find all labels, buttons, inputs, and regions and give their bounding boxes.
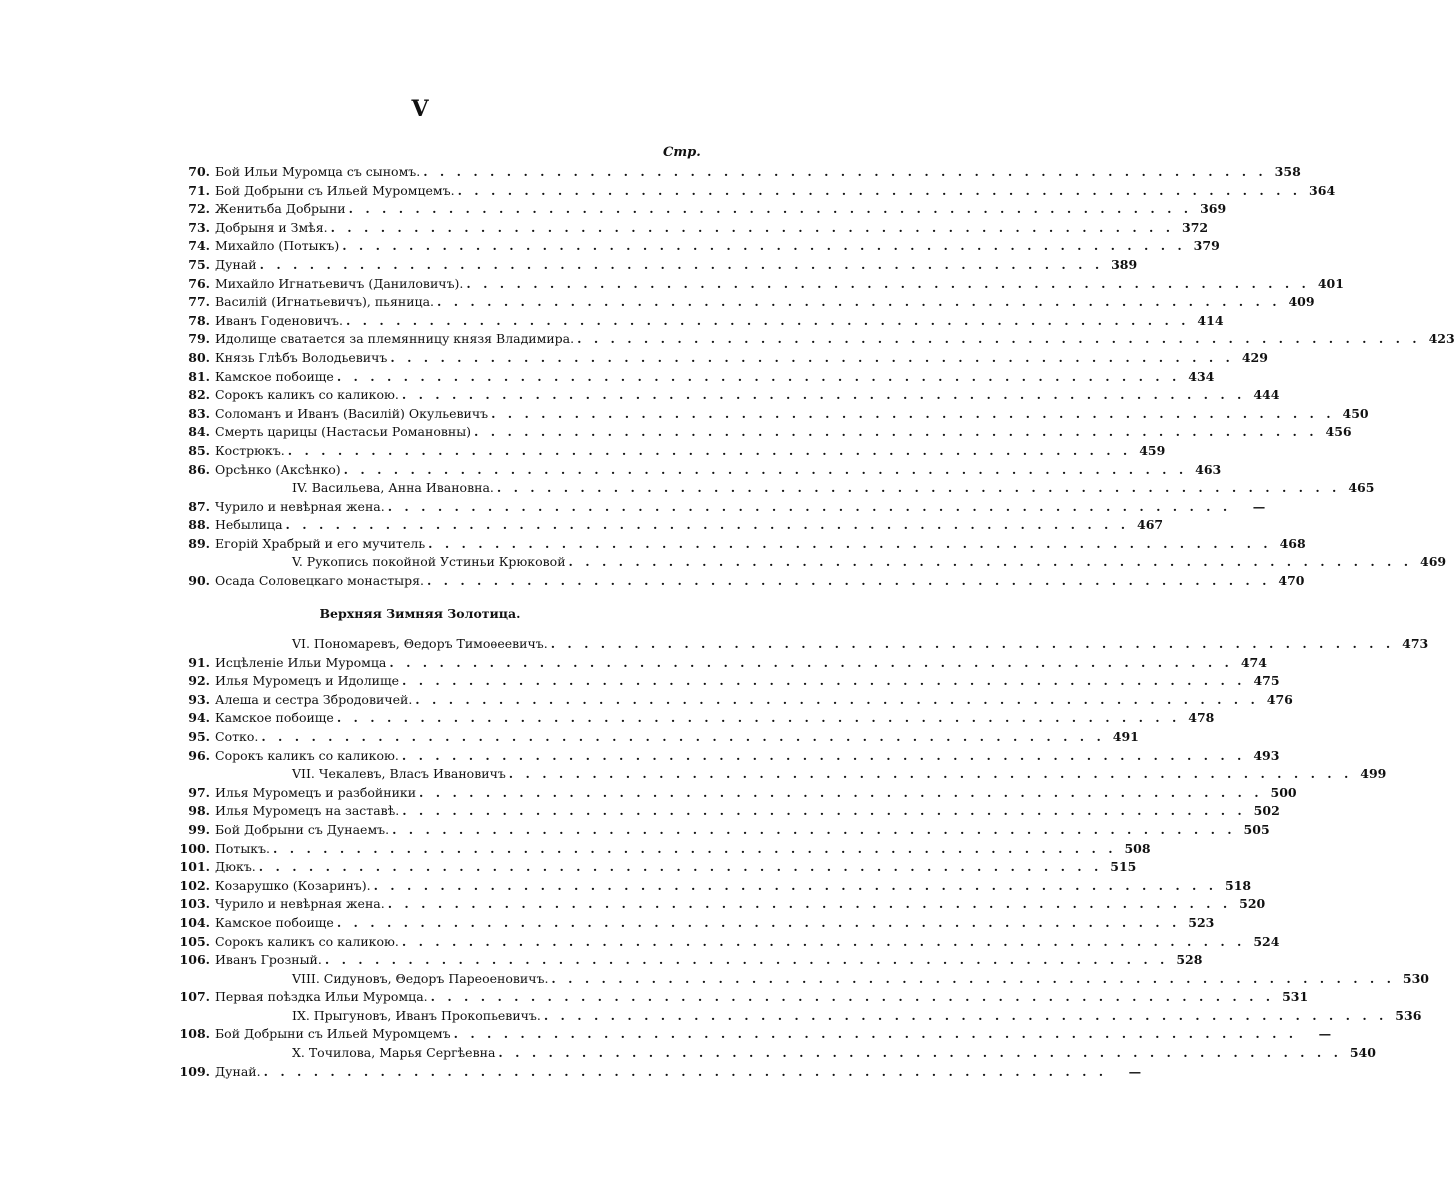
page-reference: 528 (1176, 952, 1203, 968)
entry-title: Смерть царицы (Настасьи Романовны) (215, 424, 472, 440)
entry-title: Чурило и невѣрная жена. (215, 896, 385, 912)
entry-number: 72. (188, 201, 210, 217)
narrator-name: VII. Чекалевъ, Власъ Ивановичъ (292, 766, 506, 782)
entry-title: Дунай. (215, 1063, 261, 1079)
dot-leader (258, 728, 1105, 747)
entry-title: Добрыня и Змѣя. (215, 219, 328, 235)
dot-leader (541, 1007, 1388, 1026)
entry-number: 74. (188, 238, 210, 254)
dot-leader (385, 895, 1232, 914)
entry-number: 89. (188, 535, 210, 551)
entry-number: 71. (188, 182, 210, 198)
page-reference: 423 (1428, 331, 1455, 347)
page-reference: 409 (1288, 294, 1315, 310)
page-reference: 401 (1317, 275, 1344, 291)
dot-leader (328, 219, 1175, 238)
entry-number: 88. (188, 517, 210, 533)
page-reference: 508 (1124, 840, 1151, 856)
entry-title: Егорій Храбрый и его мучитель (215, 535, 426, 551)
dot-leader (574, 330, 1421, 349)
entry-number: 99. (188, 821, 210, 837)
entry-number: 108. (179, 1026, 210, 1042)
dot-leader (346, 200, 1193, 219)
dot-leader (387, 349, 1234, 368)
toc-entry-row (170, 163, 1301, 182)
toc-entry-row (170, 330, 1455, 349)
toc-entry-row (170, 275, 1344, 294)
toc-entry-row (170, 877, 1252, 896)
page-reference: 444 (1253, 387, 1280, 403)
dot-leader (548, 635, 1395, 654)
dot-leader (399, 672, 1246, 691)
dot-leader (341, 461, 1188, 480)
entry-number: 77. (188, 294, 210, 310)
toc-entry-row (170, 200, 1227, 219)
toc-entry-row (170, 802, 1280, 821)
toc-entry-row (170, 535, 1306, 554)
entry-number: 94. (188, 710, 210, 726)
page-reference: 518 (1225, 877, 1252, 893)
dot-leader (261, 1063, 1108, 1082)
entry-title: Сорокъ каликъ со каликою. (215, 933, 399, 949)
entry-number: 80. (188, 349, 210, 365)
page-reference: 434 (1188, 368, 1215, 384)
page-reference: 505 (1243, 821, 1270, 837)
entry-number: 84. (188, 424, 210, 440)
toc-narrator-row (170, 1007, 1422, 1026)
entry-title: Василій (Игнатьевичъ), пьяница. (215, 294, 435, 310)
dot-leader (270, 840, 1117, 859)
page-reference: 379 (1193, 238, 1220, 254)
page-reference: 465 (1348, 480, 1375, 496)
dot-leader (428, 988, 1275, 1007)
entry-title: Камское побоище (215, 710, 334, 726)
toc-entry-row (170, 784, 1297, 803)
dot-leader (488, 405, 1335, 424)
toc-narrator-row (170, 479, 1375, 498)
dot-leader (424, 572, 1271, 591)
page-reference: 475 (1253, 673, 1280, 689)
dot-leader (399, 802, 1246, 821)
entry-title: Илья Муромецъ и разбойники (215, 784, 417, 800)
dot-leader (256, 858, 1103, 877)
narrator-name: VI. Пономаревъ, Θедоръ Тимоѳеевичъ. (292, 636, 548, 651)
narrator-name: VIII. Сидуновъ, Θедоръ Пареоеновичъ. (292, 970, 549, 986)
entry-title: Бой Добрыни съ Дунаемъ. (215, 821, 390, 837)
dot-leader (471, 423, 1318, 442)
dot-leader (322, 951, 1169, 970)
page-reference: 530 (1402, 970, 1429, 986)
entry-title: Женитьба Добрыни (215, 201, 346, 217)
page-reference: 520 (1239, 896, 1266, 912)
dot-leader (389, 821, 1236, 840)
entry-title: Бой Добрыни съ Ильей Муромцемъ. (215, 182, 455, 198)
toc-entry-row (170, 1025, 1332, 1044)
page-reference: 499 (1360, 766, 1387, 782)
toc-entry-row (170, 728, 1139, 747)
dot-leader (334, 709, 1181, 728)
page-reference: 429 (1241, 349, 1268, 365)
page-reference: 524 (1253, 933, 1280, 949)
entry-title: Небылица (215, 517, 283, 533)
dot-leader (463, 275, 1310, 294)
page-reference: 515 (1110, 859, 1137, 875)
toc-entry-row (170, 709, 1215, 728)
entry-title: Потыкъ. (215, 840, 271, 856)
page-reference: 450 (1342, 405, 1369, 421)
toc-entry-row (170, 423, 1352, 442)
entry-number: 105. (179, 933, 210, 949)
page-reference: 473 (1402, 636, 1429, 651)
entry-title: Первая поѣздка Ильи Муромца. (215, 989, 428, 1005)
toc-entry-row (170, 368, 1215, 387)
toc-narrator-row (170, 970, 1429, 989)
entry-title: Сотко. (215, 728, 259, 744)
entry-title: Иванъ Грозный. (215, 952, 322, 968)
dot-leader (386, 654, 1233, 673)
toc-entry-row (170, 405, 1369, 424)
toc-narrator-row (170, 765, 1387, 784)
narrator-name: V. Рукопись покойной Устиньи Крюковой (292, 554, 566, 570)
page-reference: 493 (1253, 747, 1280, 763)
dot-leader (425, 535, 1272, 554)
page-reference: — (1252, 498, 1266, 514)
entry-title: Осада Соловецкаго монастыря. (215, 573, 424, 589)
toc-entry-row (170, 988, 1309, 1007)
entry-number: 81. (188, 368, 210, 384)
dot-leader (420, 163, 1267, 182)
narrator-name: X. Точилова, Марья Сергѣевна (292, 1045, 496, 1061)
page-reference: 500 (1270, 784, 1297, 800)
dot-leader (548, 970, 1395, 989)
toc-part-1 (170, 163, 1455, 591)
toc-entry-row (170, 182, 1336, 201)
toc-entry-row (170, 572, 1305, 591)
entry-number: 101. (179, 859, 210, 875)
toc-entry-row (170, 858, 1137, 877)
entry-title: Бой Ильи Муромца съ сыномъ. (215, 164, 421, 179)
page-reference: 459 (1139, 442, 1166, 458)
toc-entry-row (170, 654, 1267, 673)
toc-entry-row (170, 747, 1280, 766)
toc-entry-row (170, 237, 1220, 256)
toc-entry-row (170, 951, 1203, 970)
toc-entry-row (170, 895, 1266, 914)
entry-title: Алеша и сестра Збродовичей. (215, 691, 413, 707)
entry-number: 75. (188, 256, 210, 272)
dot-leader (416, 784, 1263, 803)
entry-number: 86. (188, 461, 210, 477)
dot-leader (371, 877, 1218, 896)
entry-title: Князь Глѣбъ Володьевичъ (215, 349, 388, 365)
entry-title: Дунай (215, 256, 257, 272)
entry-title: Бой Добрыни съ Ильей Муромцемъ (215, 1026, 451, 1042)
toc-part-2 (170, 635, 1429, 1081)
page-number: V (411, 96, 429, 122)
entry-number: 92. (188, 673, 210, 689)
entry-title: Камское побоище (215, 914, 334, 930)
entry-number: 98. (188, 803, 210, 819)
page-reference: 502 (1253, 803, 1280, 819)
entry-title: Идолище сватается за племянницу князя Владимира. (215, 331, 575, 347)
dot-leader (455, 182, 1302, 201)
page-reference: 523 (1188, 914, 1215, 930)
toc-entry-row (170, 821, 1270, 840)
dot-leader (283, 516, 1130, 535)
entry-title: Чурило и невѣрная жена. (215, 498, 385, 514)
dot-leader (385, 498, 1232, 517)
entry-number: 73. (188, 219, 210, 235)
page-column-header: Стр. (663, 145, 701, 160)
page-reference: 364 (1309, 182, 1336, 198)
page-reference: 476 (1266, 691, 1293, 707)
page-reference: 536 (1395, 1007, 1422, 1023)
page-reference: 467 (1137, 517, 1164, 533)
page-reference: 474 (1240, 654, 1267, 670)
dot-leader (434, 293, 1281, 312)
dot-leader (566, 553, 1413, 572)
page-reference: 372 (1182, 219, 1209, 235)
page-reference: — (1318, 1026, 1332, 1042)
dot-leader (451, 1025, 1298, 1044)
toc-narrator-row (170, 553, 1447, 572)
page-reference: 491 (1112, 728, 1139, 744)
dot-leader (495, 1044, 1342, 1063)
entry-number: 70. (188, 164, 210, 179)
page-reference: 469 (1420, 554, 1447, 570)
dot-leader (399, 933, 1246, 952)
entry-title: Илья Муромецъ на заставѣ. (215, 803, 400, 819)
entry-title: Сорокъ каликъ со каликою. (215, 387, 399, 403)
entry-title: Сорокъ каликъ со каликою. (215, 747, 399, 763)
entry-title: Илья Муромецъ и Идолище (215, 673, 399, 689)
toc-entry-row (170, 293, 1315, 312)
entry-title: Михайло (Потыкъ) (215, 238, 340, 254)
page-reference: 468 (1279, 535, 1306, 551)
entry-title: Кострюкъ. (215, 442, 285, 458)
entry-number: 100. (179, 840, 210, 856)
dot-leader (334, 368, 1181, 387)
entry-number: 95. (188, 728, 210, 744)
page-reference: 463 (1195, 461, 1222, 477)
page-reference: 369 (1200, 201, 1227, 217)
page-reference: 470 (1278, 573, 1305, 589)
entry-number: 82. (188, 387, 210, 403)
narrator-name: IV. Васильева, Анна Ивановна. (292, 480, 494, 496)
entry-title: Михайло Игнатьевичъ (Даниловичъ). (215, 275, 464, 291)
toc-entry-row (170, 914, 1215, 933)
entry-title: Козарушко (Козаринъ). (215, 877, 371, 893)
entry-number: 106. (179, 952, 210, 968)
dot-leader (343, 312, 1190, 331)
toc-entry-row (170, 1063, 1142, 1082)
section-heading: Верхняя Зимняя Золотица. (319, 606, 521, 621)
page-reference: 540 (1349, 1045, 1376, 1061)
toc-entry-row (170, 691, 1293, 710)
entry-number: 97. (188, 784, 210, 800)
dot-leader (399, 747, 1246, 766)
dot-leader (257, 256, 1104, 275)
toc-entry-row (170, 386, 1280, 405)
dot-leader (412, 691, 1259, 710)
toc-narrator-row (170, 635, 1429, 654)
entry-title: Дюкъ. (215, 859, 256, 875)
toc-entry-row (170, 312, 1224, 331)
page-reference: — (1128, 1063, 1142, 1079)
entry-number: 104. (179, 914, 210, 930)
dot-leader (399, 386, 1246, 405)
entry-number: 91. (188, 654, 210, 670)
dot-leader (494, 479, 1341, 498)
entry-title: Камское побоище (215, 368, 334, 384)
toc-entry-row (170, 219, 1209, 238)
page-reference: 414 (1197, 312, 1224, 328)
dot-leader (339, 237, 1186, 256)
entry-title: Иванъ Годеновичъ. (215, 312, 343, 328)
toc-entry-row (170, 442, 1166, 461)
entry-number: 90. (188, 573, 210, 589)
dot-leader (285, 442, 1132, 461)
toc-entry-row (170, 349, 1268, 368)
toc-entry-row (170, 498, 1266, 517)
entry-number: 76. (188, 275, 210, 291)
toc-entry-row (170, 933, 1280, 952)
entry-title: Соломанъ и Иванъ (Василій) Окульевичъ (215, 405, 489, 421)
entry-number: 87. (188, 498, 210, 514)
entry-number: 83. (188, 405, 210, 421)
toc-entry-row (170, 256, 1138, 275)
entry-title: Орсѣнко (Аксѣнко) (215, 461, 341, 477)
page-reference: 358 (1274, 164, 1301, 179)
page-reference: 389 (1111, 256, 1138, 272)
toc-narrator-row (170, 1044, 1376, 1063)
toc-entry-row (170, 840, 1151, 859)
entry-number: 107. (179, 989, 210, 1005)
page-reference: 478 (1188, 710, 1215, 726)
entry-number: 93. (188, 691, 210, 707)
entry-title: Исцѣленіе Ильи Муромца (215, 654, 387, 670)
dot-leader (506, 765, 1353, 784)
entry-number: 78. (188, 312, 210, 328)
toc-entry-row (170, 516, 1164, 535)
narrator-name: IX. Прыгуновъ, Иванъ Прокопьевичъ. (292, 1007, 541, 1023)
entry-number: 85. (188, 442, 210, 458)
dot-leader (334, 914, 1181, 933)
toc-entry-row (170, 672, 1280, 691)
page-reference: 531 (1282, 989, 1309, 1005)
entry-number: 96. (188, 747, 210, 763)
entry-number: 103. (179, 896, 210, 912)
page-reference: 456 (1325, 424, 1352, 440)
toc-entry-row (170, 461, 1222, 480)
entry-number: 79. (188, 331, 210, 347)
entry-number: 109. (179, 1063, 210, 1079)
entry-number: 102. (179, 877, 210, 893)
